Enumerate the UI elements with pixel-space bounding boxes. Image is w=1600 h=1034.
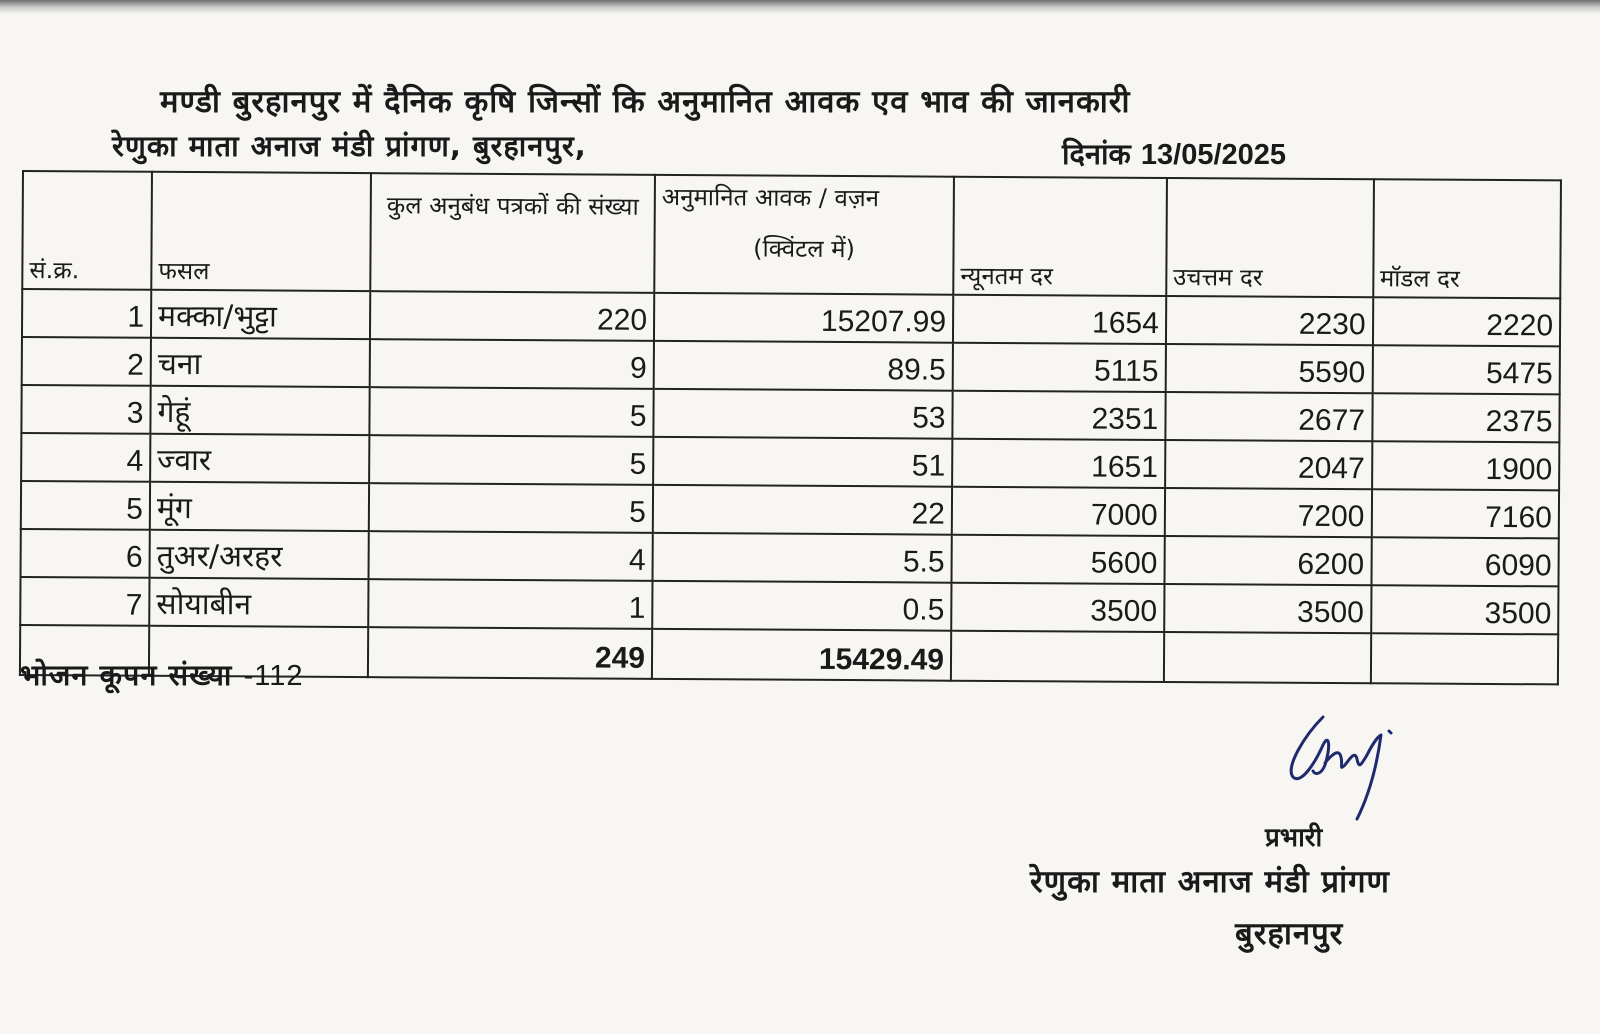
cell-arrival: 15207.99 (654, 293, 953, 343)
cell-arrival: 0.5 (652, 581, 951, 631)
cell-sn: 3 (21, 385, 150, 434)
cell-crop: सोयाबीन (149, 578, 368, 627)
cell-empty (951, 631, 1164, 682)
header-arrival-unit: (क्विंटल में) (753, 234, 855, 264)
cell-modal-rate: 5475 (1372, 345, 1560, 394)
cell-sn: 6 (21, 529, 150, 578)
cell-modal-rate: 2375 (1372, 393, 1560, 442)
coupon-label: भोजन कूपन संख्या (20, 658, 233, 692)
cell-modal-rate: 3500 (1371, 585, 1559, 634)
cell-arrival: 22 (653, 485, 952, 535)
signatory-organization: रेणुका माता अनाज मंडी प्रांगण (1030, 864, 1390, 900)
cell-modal-rate: 6090 (1371, 537, 1559, 586)
cell-contracts: 1 (368, 579, 652, 629)
header-sn: सं.क्र. (22, 171, 152, 290)
cell-contracts: 9 (370, 339, 654, 389)
handwritten-signature (1285, 705, 1415, 825)
total-arrival: 15429.49 (652, 629, 951, 681)
cell-crop: चना (151, 338, 370, 387)
cell-min-rate: 3500 (951, 583, 1164, 632)
cell-crop: तुअर/अरहर (150, 530, 369, 579)
cell-arrival: 89.5 (654, 341, 953, 391)
market-name: रेणुका माता अनाज मंडी प्रांगण, बुरहानपुर, (112, 129, 587, 163)
cell-crop: मूंग (150, 482, 369, 531)
cell-contracts: 4 (369, 531, 653, 581)
cell-arrival: 53 (653, 389, 952, 439)
cell-max-rate: 5590 (1165, 344, 1372, 393)
rates-table (19, 170, 1562, 685)
total-contracts: 249 (368, 627, 652, 679)
report-date (1062, 134, 1286, 173)
cell-sn: 5 (21, 481, 150, 530)
cell-max-rate: 2677 (1165, 392, 1372, 441)
table-header-row (22, 171, 1561, 298)
header-min-rate: न्यूनतम दर (953, 177, 1166, 296)
cell-contracts: 5 (369, 387, 653, 437)
cell-contracts: 5 (369, 435, 653, 485)
cell-sn: 2 (22, 337, 151, 386)
date-label: दिनांक (1062, 137, 1131, 171)
cell-min-rate: 1651 (952, 439, 1165, 488)
cell-crop: मक्का/भुट्टा (151, 290, 370, 339)
cell-min-rate: 5115 (953, 343, 1166, 392)
cell-modal-rate: 1900 (1372, 441, 1560, 490)
date-value: 13/05/2025 (1140, 139, 1287, 171)
cell-crop: ज्वार (150, 434, 369, 483)
header-max-rate: उचत्तम दर (1166, 178, 1373, 297)
cell-min-rate: 7000 (952, 487, 1165, 536)
cell-modal-rate: 2220 (1372, 297, 1560, 346)
cell-arrival: 5.5 (653, 533, 952, 583)
cell-empty (1370, 633, 1558, 684)
cell-arrival: 51 (653, 437, 952, 487)
header-contracts: कुल अनुबंध पत्रकों की संख्या (370, 173, 655, 293)
cell-max-rate: 2047 (1165, 440, 1372, 489)
scan-edge-shadow (0, 0, 1600, 14)
cell-sn: 1 (22, 289, 151, 338)
header-crop: फसल (151, 172, 371, 291)
document-title: मण्डी बुरहानपुर में दैनिक कृषि जिन्सों कि अनुमानित आवक एव भाव की जानकारी (160, 84, 1131, 120)
cell-min-rate: 5600 (951, 535, 1164, 584)
header-arrival-label: अनुमानित आवक / वज़न (661, 182, 880, 213)
cell-sn: 4 (21, 433, 150, 482)
cell-sn: 7 (20, 577, 149, 626)
cell-modal-rate: 7160 (1371, 489, 1559, 538)
signatory-designation: प्रभारी (1265, 823, 1323, 853)
header-arrival (654, 175, 954, 295)
cell-crop: गेहूं (150, 386, 369, 435)
cell-empty (1164, 632, 1371, 683)
cell-max-rate: 7200 (1165, 488, 1372, 537)
cell-max-rate: 6200 (1164, 536, 1371, 585)
header-modal-rate: मॉडल दर (1373, 179, 1561, 298)
cell-min-rate: 1654 (953, 295, 1166, 344)
meal-coupon-count (20, 655, 303, 694)
cell-min-rate: 2351 (952, 391, 1165, 440)
cell-max-rate: 2230 (1166, 296, 1373, 345)
cell-contracts: 5 (369, 483, 653, 533)
cell-max-rate: 3500 (1164, 584, 1371, 633)
cell-contracts: 220 (370, 291, 654, 341)
coupon-value: -112 (243, 660, 304, 692)
signatory-city: बुरहानपुर (1235, 916, 1344, 952)
